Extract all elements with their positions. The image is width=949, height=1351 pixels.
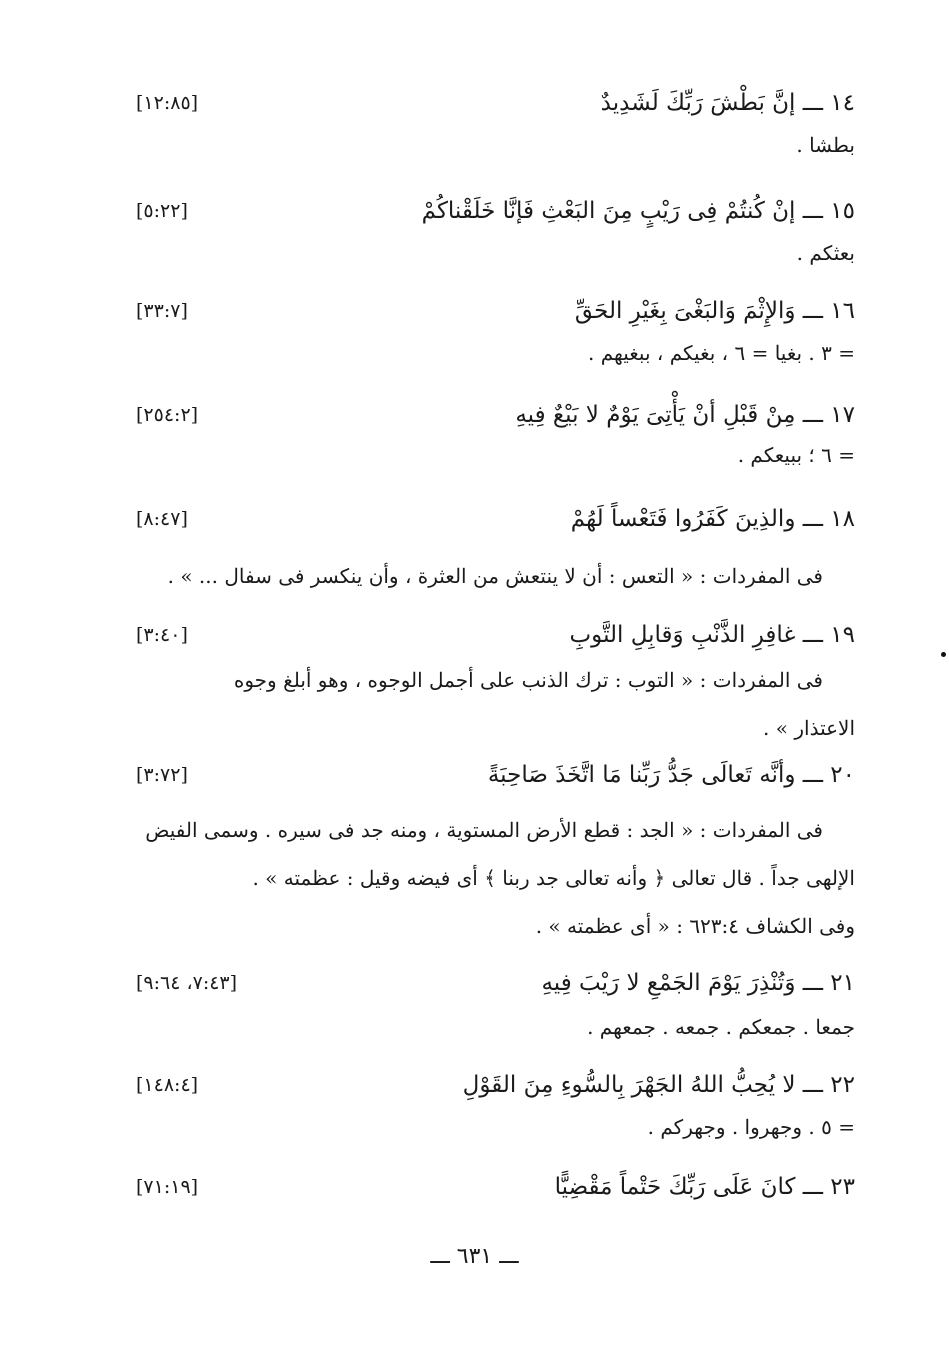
quran-verse: ١٨ ـــ والذِينَ كَفَرُوا فَتَعْساً لَهُمْ bbox=[570, 506, 855, 532]
commentary-line: الاعتذار » . bbox=[763, 716, 855, 740]
quran-verse: ٢٢ ـــ لا يُحِبُّ اللهُ الجَهْرَ بِالسُّوءِ مِنَ القَوْلِ bbox=[462, 1072, 855, 1098]
quran-verse: ١٧ ـــ مِنْ قَبْلِ أنْ يَأْتِىَ يَوْمٌ لا بَيْعٌ فِيهِ bbox=[515, 402, 855, 428]
verse-row bbox=[130, 290, 855, 332]
quran-verse: ١٥ ـــ إنْ كُنتُمْ فِى رَيْبٍ مِنَ البَعْثِ فَإنَّا خَلَقْناكُمْ bbox=[421, 198, 855, 224]
verse-reference: [٣:٤٠] bbox=[136, 624, 188, 646]
commentary-line: فى المفردات : « الجد : قطع الأرض المستوية ، ومنه جد فى سيره . وسمى الفيض bbox=[145, 818, 823, 842]
word-forms-note: = ٥ . وجهروا . وجهركم . bbox=[647, 1115, 855, 1139]
verse-row bbox=[130, 1166, 855, 1208]
verse-reference: [٢٥٤:٢] bbox=[136, 404, 199, 426]
page-number: ـــ ٦٣١ ـــ bbox=[430, 1244, 519, 1269]
verse-reference: [١٢:٨٥] bbox=[136, 92, 199, 114]
entry-20 bbox=[130, 754, 855, 950]
entry-23 bbox=[130, 1166, 855, 1208]
commentary-line: الإلهى جداً . قال تعالى ﴿ وأنه تعالى جد ربنا ﴾ أى فيضه وقيل : عظمته » . bbox=[252, 866, 855, 890]
verse-row bbox=[130, 962, 855, 1004]
verse-reference: [٧١:١٩] bbox=[136, 1176, 199, 1198]
verse-row bbox=[130, 190, 855, 232]
verse-reference: [٥:٢٢] bbox=[136, 200, 188, 222]
commentary-paragraph bbox=[130, 806, 855, 950]
commentary-line: فى المفردات : « التعس : أن لا ينتعش من العثرة ، وأن ينكسر فى سفال ... » . bbox=[167, 564, 823, 588]
margin-dot bbox=[941, 652, 946, 657]
word-forms-note: بعثكم . bbox=[796, 241, 855, 265]
commentary-line: وفى الكشاف ٦٢٣:٤ : « أى عظمته » . bbox=[535, 914, 855, 938]
word-forms-note: بطشا . bbox=[796, 133, 855, 157]
commentary-paragraph bbox=[130, 656, 855, 752]
word-forms-note: = ٣ . بغيا = ٦ ، بغيكم ، ببغيهم . bbox=[588, 341, 855, 365]
entry-18 bbox=[130, 498, 855, 600]
entry-16 bbox=[130, 290, 855, 376]
verse-reference: [٨:٤٧] bbox=[136, 508, 188, 530]
quran-verse: ١٤ ـــ إنَّ بَطْشَ رَبِّكَ لَشَدِيدٌ bbox=[600, 90, 855, 116]
verse-reference: [١٤٨:٤] bbox=[136, 1074, 199, 1096]
verse-row bbox=[130, 82, 855, 124]
entry-14 bbox=[130, 82, 855, 168]
quran-verse: ١٩ ـــ غافِرِ الذَّنْبِ وَقابِلِ التَّوبِ bbox=[569, 622, 855, 648]
verse-row bbox=[130, 754, 855, 796]
verse-reference: [٣:٧٢] bbox=[136, 764, 188, 786]
quran-verse: ٢١ ـــ وَتُنْذِرَ يَوْمَ الجَمْعِ لا رَيْبَ فِيهِ bbox=[541, 970, 855, 996]
commentary-line: فى المفردات : « التوب : ترك الذنب على أجمل الوجوه ، وهو أبلغ وجوه bbox=[233, 668, 823, 692]
quran-verse: ٢٠ ـــ وأنَّه تَعالَى جَدُّ رَبِّنا مَا اتَّخَذَ صَاحِبَةً bbox=[487, 762, 855, 788]
verse-row bbox=[130, 394, 855, 436]
entry-17 bbox=[130, 394, 855, 478]
entry-22 bbox=[130, 1064, 855, 1150]
word-forms-note: = ٦ ؛ ببيعكم . bbox=[737, 443, 855, 467]
word-forms-note: جمعا . جمعكم . جمعه . جمعهم . bbox=[587, 1015, 855, 1039]
verse-row bbox=[130, 498, 855, 540]
verse-reference: [٧:٤٣، ٩:٦٤] bbox=[136, 972, 238, 994]
verse-reference: [٣٣:٧] bbox=[136, 300, 188, 322]
quran-verse: ٢٣ ـــ كانَ عَلَى رَبِّكَ حَتْماً مَقْضِيًّا bbox=[554, 1174, 855, 1200]
verse-row bbox=[130, 1064, 855, 1106]
entry-19 bbox=[130, 614, 855, 752]
quran-verse: ١٦ ـــ وَالإِثْمَ وَالبَغْىَ بِغَيْرِ الحَقِّ bbox=[574, 298, 855, 324]
verse-row bbox=[130, 614, 855, 656]
entry-21 bbox=[130, 962, 855, 1050]
entry-15 bbox=[130, 190, 855, 276]
commentary-paragraph bbox=[130, 552, 855, 600]
